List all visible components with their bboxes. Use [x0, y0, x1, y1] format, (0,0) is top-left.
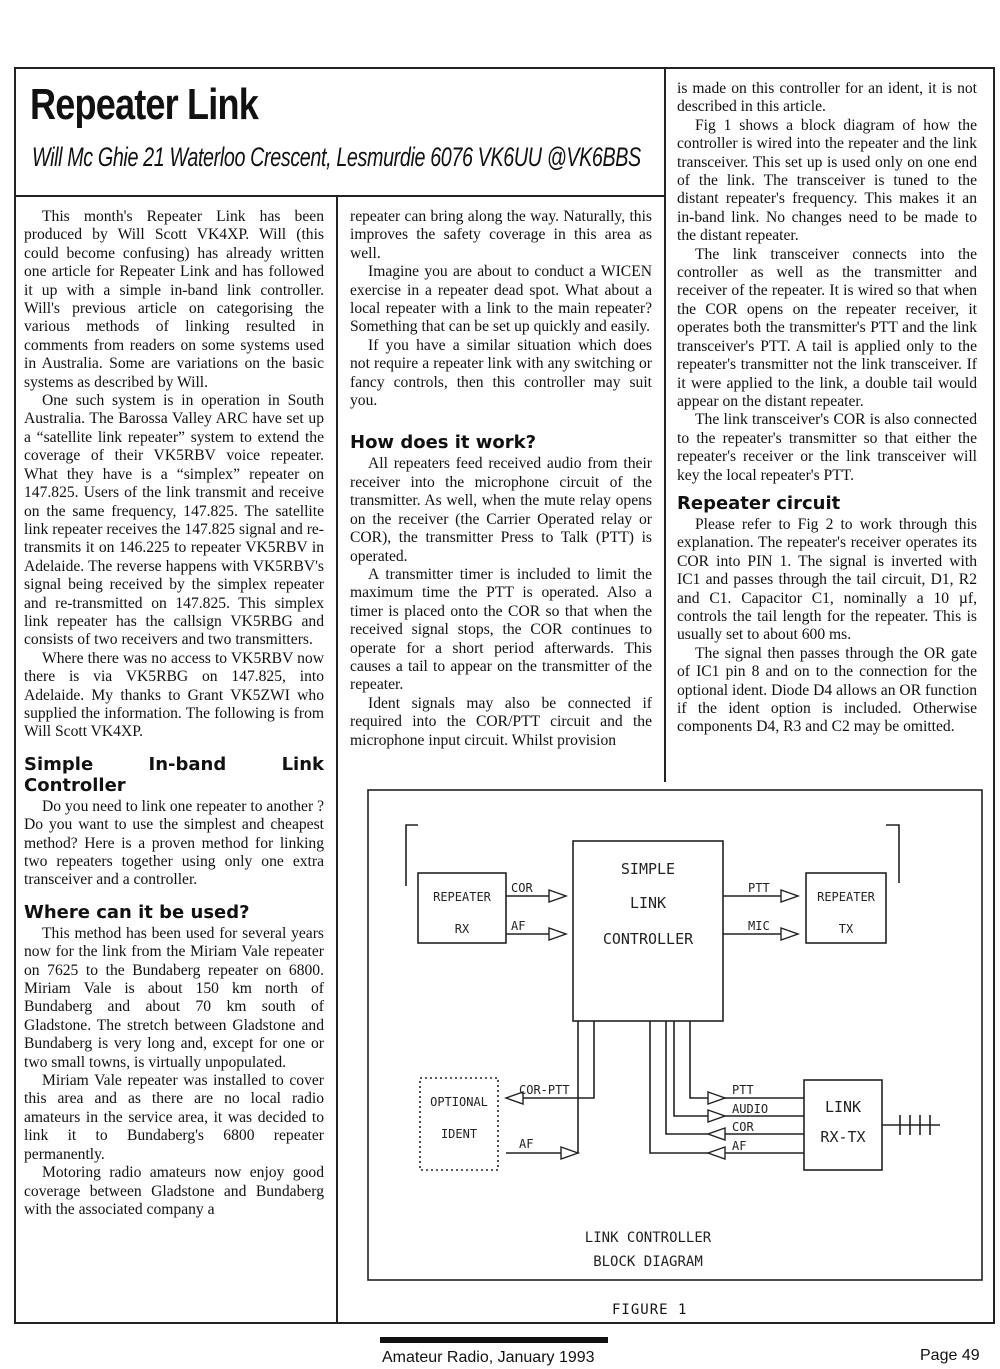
cor-label: COR	[511, 881, 533, 895]
repeater-rx-label: REPEATER	[433, 890, 491, 904]
repeater-tx-label: REPEATER	[817, 890, 875, 904]
repeater-tx-sublabel: TX	[838, 922, 854, 936]
page-number: Page 49	[920, 1347, 980, 1364]
col2-paragraph-3: If you have a similar situation which does not require a repeater link with any switching or fancy controls, then this controller may suit you.	[350, 336, 652, 410]
link-box-label: LINK	[824, 1098, 862, 1116]
link-ptt-label: PTT	[732, 1083, 754, 1097]
heading-repeater-circuit: Repeater circuit	[677, 492, 841, 514]
ident-af-label: AF	[519, 1137, 534, 1151]
col3-paragraph-4: The link transceiver's COR is also connected to the repeater's transmitter so that either the repeater's receiver or the link transceiver will key the local repeater's PTT.	[677, 411, 977, 484]
link-audio-label: AUDIO	[732, 1102, 769, 1116]
how-paragraph-3: Ident signals may also be connected if required into the COR/PTT circuit and the microphone input circuit. Whilst provision	[350, 694, 652, 749]
col3-paragraph-1: is made on this controller for an ident, it is not described in this article.	[677, 80, 977, 116]
diagram-caption-2: BLOCK DIAGRAM	[593, 1254, 703, 1270]
where-paragraph-2: Miriam Vale repeater was installed to cover this area and as there are no local radio amateurs in the service area, it was decided to link it to Bundaberg's 6800 repeater permanently.	[24, 1072, 324, 1163]
circuit-paragraph-2: The signal then passes through the OR gate of IC1 pin 8 and on to the connection for the optional ident. Diode D4 allows an OR function if the ident option is included. Otherwise components D4, R3 and C2 may be omitted.	[677, 644, 977, 736]
col1-divider	[336, 195, 338, 1324]
arrow-mic	[781, 928, 798, 940]
column-3	[677, 80, 977, 737]
block-diagram	[366, 788, 986, 1288]
optional-label: OPTIONAL	[430, 1095, 488, 1109]
controller-label-link: LINK	[629, 894, 667, 912]
rx-antenna	[406, 825, 418, 886]
arrow-cor	[549, 890, 566, 902]
article-byline: Will Mc Ghie 21 Waterloo Crescent, Lesmurdie 6076 VK6UU @VK6BBS	[32, 142, 641, 172]
mic-label: MIC	[748, 919, 770, 933]
repeater-rx-sublabel: RX	[454, 922, 470, 936]
diagram-caption-1: LINK CONTROLLER	[584, 1230, 712, 1246]
col3-divider	[664, 67, 666, 782]
frame-left	[14, 67, 16, 1324]
controller-label-simple: SIMPLE	[620, 860, 676, 878]
intro-paragraph-3: Where there was no access to VK5RBV now there is via VK5RBG on 147.825, into Adelaide. My thanks to Grant VK5ZWI who supplied the information. The following is from Will Scott VK4XP.	[24, 649, 324, 741]
arrow-af	[549, 928, 566, 940]
link-af-label: AF	[732, 1139, 747, 1153]
heading-how-it-works: How does it work?	[350, 432, 537, 454]
frame-bottom	[14, 1322, 995, 1324]
col3-paragraph-2: Fig 1 shows a block diagram of how the controller is wired into the repeater and the link transceiver. This set up is used only on one end of the link. The transceiver is tuned to the distant repeater's frequency. This makes it an in-band link. No changes need to be made to the distant repeater.	[677, 116, 977, 245]
simple-paragraph: Do you need to link one repeater to another ? Do you want to use the simplest and cheapest method? Here is a proven method for linking two repeaters together using only one extra transceiver and a controller.	[24, 797, 324, 889]
link-cor-line	[666, 1021, 804, 1134]
how-paragraph-2: A transmitter timer is included to limit the maximum time the PTT is operated. Also a timer is placed onto the COR so that when the received signal stops, the COR continues to operate for a short period afterwards. This causes a tail to appear on the transmitter of the repeater.	[350, 565, 652, 694]
arrow-link-audio	[708, 1110, 725, 1122]
heading-where-used: Where can it be used?	[24, 901, 250, 923]
heading-simple-link-controller: Simple In-band Link Controller	[24, 753, 324, 796]
ident-label: IDENT	[440, 1127, 478, 1141]
col2-paragraph-1: repeater can bring along the way. Naturally, this improves the safety coverage in this area as well.	[350, 208, 652, 262]
column-1	[24, 208, 324, 1219]
col3-paragraph-3: The link transceiver connects into the controller as well as the transmitter and receiver of the repeater. It is wired so that when the COR opens on the repeater receiver, it operates both the transmitter's PTT and the link transceiver's PTT. A tail is applied only to the repeater's transmitter not the link transceiver. If it were applied to the link, a double tail would appear on the distant repeater.	[677, 245, 977, 410]
where-paragraph-1: This method has been used for several years now for the link from the Miriam Vale repeater on 7625 to the Bundaberg repeater on 6800. Miriam Vale is about 150 km north of Bundaberg and about 70 km south of Gladstone. The stretch between Gladstone and Bundaberg is very long and, except for one or two small towns, is virtually unpopulated.	[24, 924, 324, 1071]
intro-paragraph-2: One such system is in operation in South Australia. The Barossa Valley ARC have set up a “satellite link repeater” system to extend the coverage of their VK5RBV voice repeater. What they have is a “simplex” repeater on 147.825. Users of the link transmit and receive on the same frequency, 147.825. The satellite link repeater receives the 147.825 signal and re-transmits it on 146.225 to repeater VK5RBV in Adelaide. The reverse happens with VK5RBV's signal being received by the simplex repeater and re-transmitted on 147.825. This simplex link repeater has the callsign VK5RBG and consists of two receivers and two transmitters.	[24, 392, 324, 649]
intro-paragraph-1: This month's Repeater Link has been produced by Will Scott VK4XP. Will (this could become confusing) has already written one article for Repeater Link and has followed it up with a simple in-band link controller. Will's previous article on categorising the various methods of linking resulted in comments from readers on some systems used in Australia. Some are variations on the basic systems as described by Will.	[24, 208, 324, 391]
optional-ident-box	[420, 1078, 498, 1170]
arrow-link-ptt	[708, 1092, 725, 1104]
article-title: Repeater Link	[30, 80, 258, 129]
how-paragraph-1: All repeaters feed received audio from their receiver into the microphone circuit of the transmitter. As well, when the mute relay opens on the receiver (the Carrier Operated relay or COR), the transmitter Press to Talk (PTT) is operated.	[350, 455, 652, 565]
arrow-link-cor	[708, 1128, 725, 1140]
link-cor-label: COR	[732, 1120, 754, 1134]
column-2	[350, 208, 652, 750]
link-box-sublabel: RX-TX	[820, 1128, 866, 1146]
arrow-link-af	[708, 1147, 725, 1159]
frame-right	[993, 67, 995, 1324]
af-label: AF	[511, 919, 526, 933]
tx-antenna	[886, 825, 899, 883]
footer-rule	[380, 1337, 608, 1343]
arrow-ptt	[781, 890, 798, 902]
frame-top	[14, 67, 995, 69]
ptt-label: PTT	[748, 881, 770, 895]
where-paragraph-3: Motoring radio amateurs now enjoy good coverage between Gladstone and Bundaberg with the associated company a	[24, 1164, 324, 1218]
link-af-line	[650, 1021, 804, 1153]
arrow-ident-af	[561, 1147, 578, 1159]
link-rx-tx-box	[804, 1080, 882, 1170]
figure-caption: FIGURE 1	[612, 1302, 688, 1318]
col2-paragraph-2: Imagine you are about to conduct a WICEN exercise in a repeater dead spot. What about a local repeater with a link to the main repeater? Something that can be set up quickly and easily.	[350, 263, 652, 336]
circuit-paragraph-1: Please refer to Fig 2 to work through this explanation. The repeater's receiver operates its COR into PIN 1. The signal is inverted with IC1 and passes through the tail circuit, D1, R2 and C1. Capacitor C1, nominally a 10 µf, controls the tail length for the repeater. This is usually set to about 600 ms.	[677, 515, 977, 644]
footer-magazine: Amateur Radio, January 1993	[382, 1349, 595, 1366]
cor-ptt-label: COR-PTT	[519, 1083, 570, 1097]
header-bottom-rule	[14, 195, 665, 197]
controller-label-controller: CONTROLLER	[602, 930, 694, 948]
